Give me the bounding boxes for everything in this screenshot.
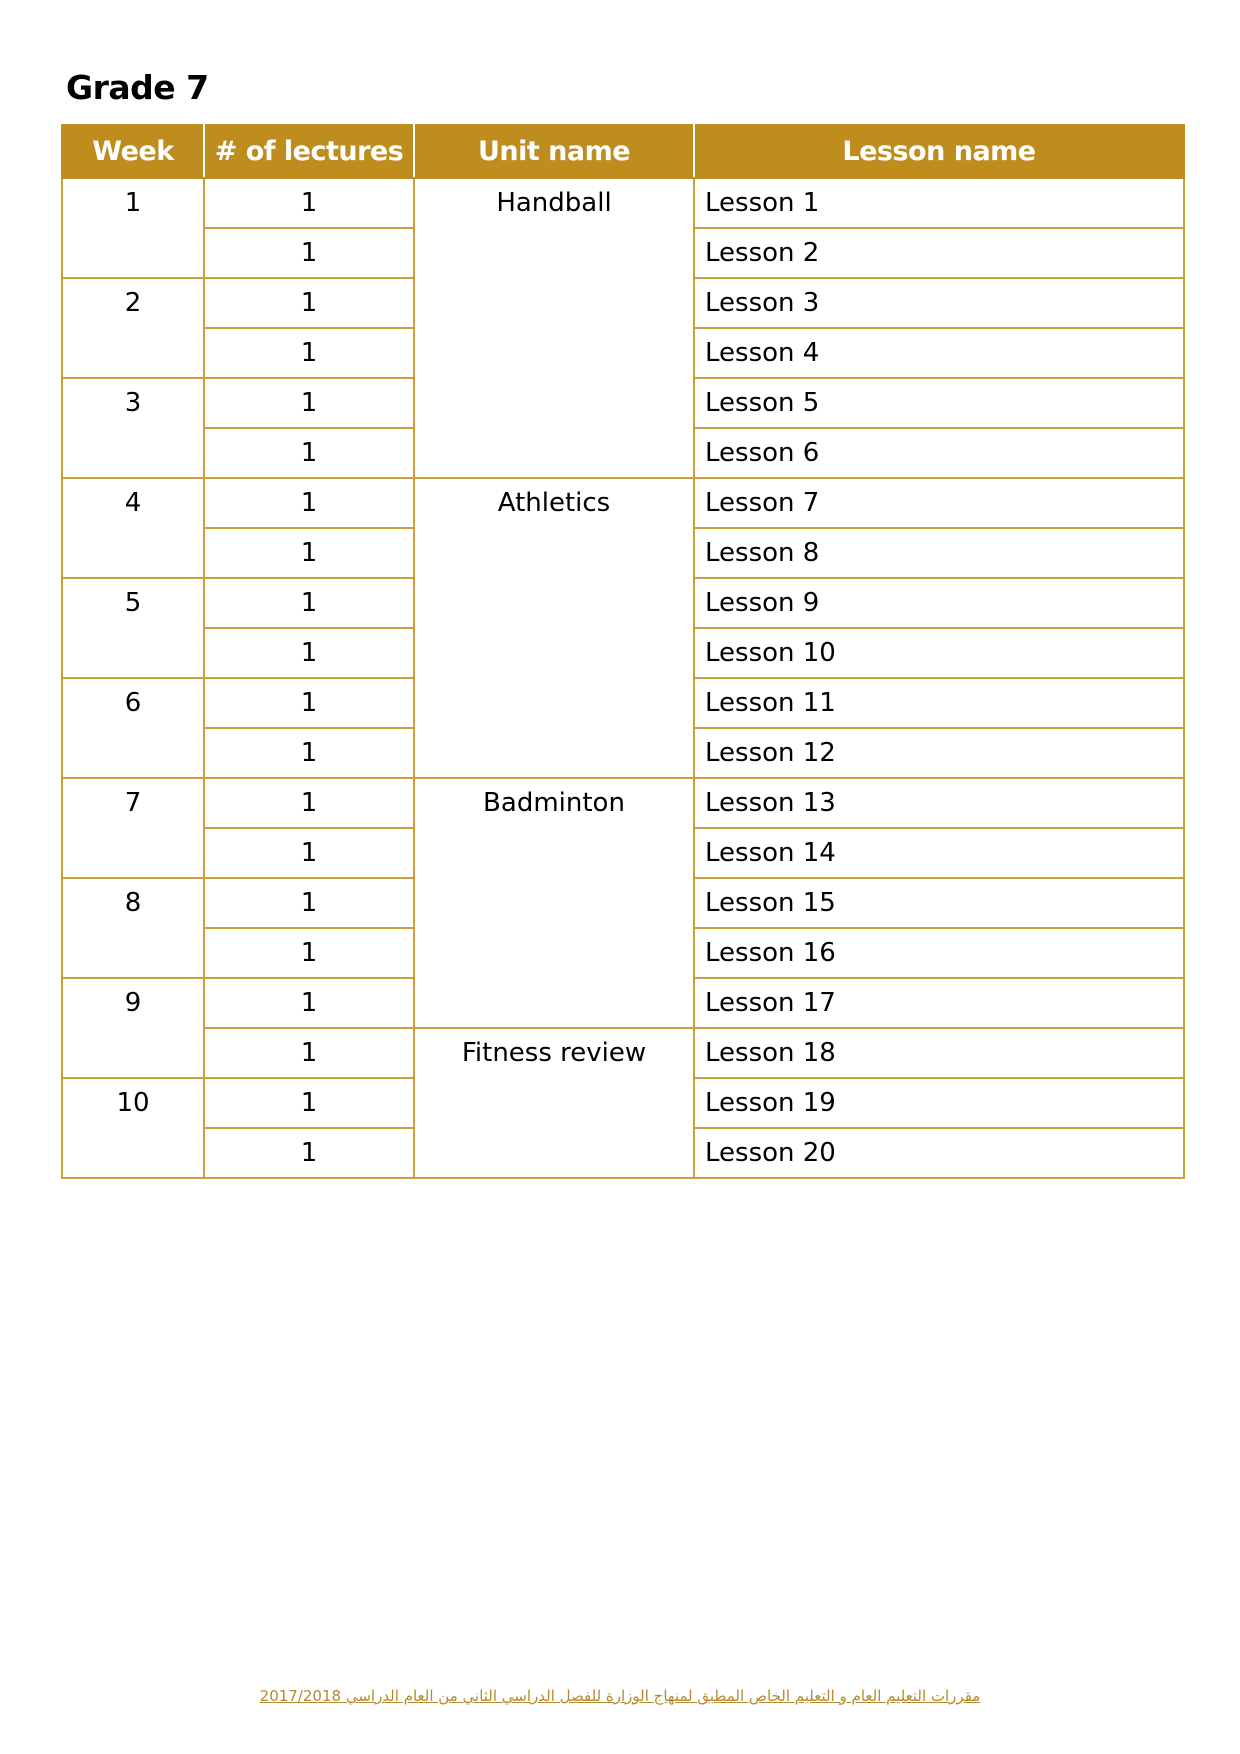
lesson-cell: Lesson 2: [694, 228, 1184, 278]
lesson-cell: Lesson 16: [694, 928, 1184, 978]
header-lectures: # of lectures: [204, 125, 414, 178]
week-cell: 7: [62, 778, 204, 878]
lesson-cell: Lesson 12: [694, 728, 1184, 778]
table-header-row: [62, 125, 1184, 178]
lesson-cell: Lesson 6: [694, 428, 1184, 478]
lectures-cell: 1: [204, 578, 414, 628]
unit-cell: Fitness review: [414, 1028, 694, 1178]
lectures-cell: 1: [204, 1028, 414, 1078]
lesson-cell: Lesson 14: [694, 828, 1184, 878]
lesson-cell: Lesson 7: [694, 478, 1184, 528]
week-cell: 3: [62, 378, 204, 478]
lectures-cell: 1: [204, 478, 414, 528]
lectures-cell: 1: [204, 878, 414, 928]
lectures-cell: 1: [204, 928, 414, 978]
lectures-cell: 1: [204, 228, 414, 278]
lesson-cell: Lesson 10: [694, 628, 1184, 678]
table-row: [62, 1028, 1184, 1078]
week-cell: 6: [62, 678, 204, 778]
lectures-cell: 1: [204, 828, 414, 878]
lesson-cell: Lesson 11: [694, 678, 1184, 728]
lectures-cell: 1: [204, 528, 414, 578]
header-week: Week: [62, 125, 204, 178]
week-cell: 1: [62, 178, 204, 278]
lesson-cell: Lesson 15: [694, 878, 1184, 928]
lectures-cell: 1: [204, 728, 414, 778]
lectures-cell: 1: [204, 778, 414, 828]
week-cell: 2: [62, 278, 204, 378]
page-title: Grade 7: [66, 68, 209, 107]
header-lesson: Lesson name: [694, 125, 1184, 178]
unit-cell: Badminton: [414, 778, 694, 1028]
lesson-cell: Lesson 18: [694, 1028, 1184, 1078]
page-footer: مقررات التعليم العام و التعليم الخاص المطبق لمنهاج الوزارة للفصل الدراسي الثاني من العام الدراسي 2017/2018: [259, 1687, 981, 1705]
table-row: [62, 778, 1184, 828]
lesson-cell: Lesson 13: [694, 778, 1184, 828]
lectures-cell: 1: [204, 328, 414, 378]
lesson-schedule-table: [61, 124, 1185, 1179]
lesson-cell: Lesson 19: [694, 1078, 1184, 1128]
lectures-cell: 1: [204, 678, 414, 728]
week-cell: 10: [62, 1078, 204, 1178]
week-cell: 4: [62, 478, 204, 578]
lectures-cell: 1: [204, 1078, 414, 1128]
lectures-cell: 1: [204, 978, 414, 1028]
lectures-cell: 1: [204, 628, 414, 678]
lectures-cell: 1: [204, 378, 414, 428]
table-row: [62, 178, 1184, 228]
lesson-cell: Lesson 9: [694, 578, 1184, 628]
week-cell: 9: [62, 978, 204, 1078]
lectures-cell: 1: [204, 278, 414, 328]
lesson-cell: Lesson 3: [694, 278, 1184, 328]
week-cell: 5: [62, 578, 204, 678]
lesson-cell: Lesson 4: [694, 328, 1184, 378]
lectures-cell: 1: [204, 428, 414, 478]
lesson-cell: Lesson 5: [694, 378, 1184, 428]
lesson-cell: Lesson 1: [694, 178, 1184, 228]
lesson-cell: Lesson 20: [694, 1128, 1184, 1178]
header-unit: Unit name: [414, 125, 694, 178]
unit-cell: Handball: [414, 178, 694, 478]
lectures-cell: 1: [204, 178, 414, 228]
unit-cell: Athletics: [414, 478, 694, 778]
week-cell: 8: [62, 878, 204, 978]
lesson-cell: Lesson 8: [694, 528, 1184, 578]
lesson-cell: Lesson 17: [694, 978, 1184, 1028]
table-row: [62, 478, 1184, 528]
lectures-cell: 1: [204, 1128, 414, 1178]
